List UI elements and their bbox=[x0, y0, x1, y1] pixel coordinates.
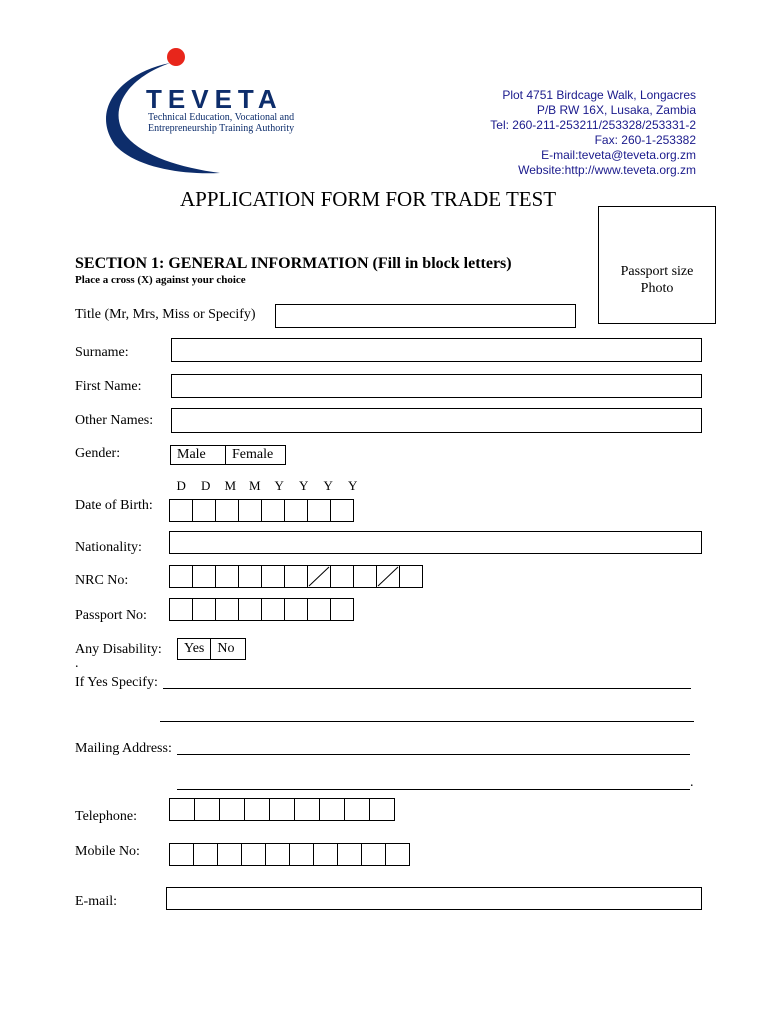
address-line-5: E-mail:teveta@teveta.org.zm bbox=[541, 148, 696, 162]
nationality-input[interactable] bbox=[169, 531, 702, 554]
address-block bbox=[376, 88, 696, 178]
telephone-label: Telephone: bbox=[75, 809, 137, 824]
nrc-cell[interactable] bbox=[284, 565, 308, 588]
dob-header-d2: D bbox=[201, 478, 211, 493]
mobile-cell[interactable] bbox=[385, 843, 410, 866]
if-yes-line-2[interactable] bbox=[160, 721, 694, 722]
nrc-cell[interactable] bbox=[169, 565, 193, 588]
nrc-label: NRC No: bbox=[75, 573, 129, 588]
mailing-line[interactable] bbox=[177, 754, 690, 755]
first-name-input[interactable] bbox=[171, 374, 702, 398]
dob-cell[interactable] bbox=[238, 499, 262, 522]
slash-icon bbox=[308, 566, 330, 587]
mobile-cell[interactable] bbox=[361, 843, 386, 866]
telephone-cells bbox=[169, 798, 395, 821]
nrc-separator-cell bbox=[307, 565, 331, 588]
passport-cells bbox=[169, 598, 354, 621]
dob-cell[interactable] bbox=[284, 499, 308, 522]
mobile-cell[interactable] bbox=[193, 843, 218, 866]
address-line-6: Website:http://www.teveta.org.zm bbox=[518, 163, 696, 177]
mailing-label: Mailing Address: bbox=[75, 741, 172, 756]
passport-cell[interactable] bbox=[169, 598, 193, 621]
dob-cell[interactable] bbox=[215, 499, 239, 522]
logo-name: TEVETA bbox=[146, 84, 283, 114]
telephone-cell[interactable] bbox=[244, 798, 270, 821]
mobile-cell[interactable] bbox=[241, 843, 266, 866]
form-title: APPLICATION FORM FOR TRADE TEST bbox=[180, 187, 557, 211]
title-input[interactable] bbox=[275, 304, 576, 328]
surname-label: Surname: bbox=[75, 345, 129, 360]
passport-cell[interactable] bbox=[261, 598, 285, 621]
dob-cell[interactable] bbox=[330, 499, 354, 522]
title-label: Title (Mr, Mrs, Miss or Specify) bbox=[75, 307, 256, 322]
gender-male-option[interactable]: Male bbox=[177, 447, 206, 462]
nrc-cell[interactable] bbox=[238, 565, 262, 588]
disability-yes-option[interactable]: Yes bbox=[184, 641, 205, 656]
nrc-cells bbox=[169, 565, 423, 588]
gender-label: Gender: bbox=[75, 446, 121, 461]
email-input[interactable] bbox=[166, 887, 702, 910]
dob-header-d1: D bbox=[176, 478, 186, 493]
disability-no-option[interactable]: No bbox=[210, 639, 245, 659]
mailing-period: . bbox=[690, 775, 694, 790]
photo-label-1: Passport size bbox=[620, 264, 694, 279]
logo-tagline-1: Technical Education, Vocational and bbox=[148, 112, 295, 123]
passport-cell[interactable] bbox=[238, 598, 262, 621]
telephone-cell[interactable] bbox=[369, 798, 395, 821]
address-line-1: Plot 4751 Birdcage Walk, Longacres bbox=[502, 88, 696, 102]
mailing-line-2[interactable] bbox=[177, 789, 690, 790]
dob-cell[interactable] bbox=[307, 499, 331, 522]
address-line-3: Tel: 260-211-253211/253328/253331-2 bbox=[490, 118, 696, 132]
section-instruction: Place a cross (X) against your choice bbox=[75, 274, 246, 286]
nrc-cell[interactable] bbox=[399, 565, 423, 588]
telephone-cell[interactable] bbox=[294, 798, 320, 821]
logo-tagline-2: Entrepreneurship Training Authority bbox=[148, 123, 295, 134]
mobile-cell[interactable] bbox=[217, 843, 242, 866]
nrc-cell[interactable] bbox=[353, 565, 377, 588]
nrc-cell[interactable] bbox=[261, 565, 285, 588]
slash-icon bbox=[377, 566, 399, 587]
dob-cell[interactable] bbox=[261, 499, 285, 522]
nrc-cell[interactable] bbox=[192, 565, 216, 588]
passport-cell[interactable] bbox=[330, 598, 354, 621]
nationality-label: Nationality: bbox=[75, 540, 142, 555]
nrc-cell[interactable] bbox=[330, 565, 354, 588]
telephone-cell[interactable] bbox=[219, 798, 245, 821]
dob-cells bbox=[169, 499, 354, 522]
if-yes-label: If Yes Specify: bbox=[75, 675, 158, 690]
telephone-cell[interactable] bbox=[194, 798, 220, 821]
stray-dot: . bbox=[75, 656, 79, 671]
photo-label-2: Photo bbox=[640, 281, 674, 296]
section-heading: SECTION 1: GENERAL INFORMATION (Fill in block letters) bbox=[75, 255, 512, 272]
first-name-label: First Name: bbox=[75, 379, 142, 394]
dob-label: Date of Birth: bbox=[75, 498, 153, 513]
passport-cell[interactable] bbox=[192, 598, 216, 621]
telephone-cell[interactable] bbox=[319, 798, 345, 821]
email-label: E-mail: bbox=[75, 894, 117, 909]
passport-photo-box[interactable] bbox=[598, 206, 716, 324]
surname-input[interactable] bbox=[171, 338, 702, 362]
nrc-separator-cell bbox=[376, 565, 400, 588]
mobile-cell[interactable] bbox=[337, 843, 362, 866]
gender-female-option[interactable]: Female bbox=[225, 446, 285, 464]
dob-header-m2: M bbox=[248, 478, 261, 493]
dob-cell[interactable] bbox=[169, 499, 193, 522]
address-line-2: P/B RW 16X, Lusaka, Zambia bbox=[536, 103, 696, 117]
passport-cell[interactable] bbox=[215, 598, 239, 621]
dob-header-y4: Y bbox=[348, 478, 358, 493]
mobile-cell[interactable] bbox=[265, 843, 290, 866]
mobile-label: Mobile No: bbox=[75, 844, 140, 859]
dob-cell[interactable] bbox=[192, 499, 216, 522]
mobile-cell[interactable] bbox=[169, 843, 194, 866]
telephone-cell[interactable] bbox=[344, 798, 370, 821]
address-line-4: Fax: 260-1-253382 bbox=[594, 133, 696, 147]
other-names-input[interactable] bbox=[171, 408, 702, 433]
mobile-cell[interactable] bbox=[289, 843, 314, 866]
passport-cell[interactable] bbox=[284, 598, 308, 621]
disability-label: Any Disability: bbox=[75, 642, 162, 657]
other-names-label: Other Names: bbox=[75, 413, 154, 428]
disability-choice bbox=[177, 638, 246, 660]
dob-header-y2: Y bbox=[299, 478, 309, 493]
mobile-cells bbox=[169, 843, 410, 866]
dob-header-y3: Y bbox=[323, 478, 333, 493]
nrc-cell[interactable] bbox=[215, 565, 239, 588]
telephone-cell[interactable] bbox=[169, 798, 195, 821]
dob-header-y1: Y bbox=[274, 478, 284, 493]
dob-header bbox=[169, 478, 365, 494]
gender-choice bbox=[170, 445, 286, 465]
passport-label: Passport No: bbox=[75, 608, 147, 623]
mobile-cell[interactable] bbox=[313, 843, 338, 866]
if-yes-line[interactable] bbox=[163, 688, 691, 689]
passport-cell[interactable] bbox=[307, 598, 331, 621]
dob-header-m1: M bbox=[224, 478, 237, 493]
telephone-cell[interactable] bbox=[269, 798, 295, 821]
